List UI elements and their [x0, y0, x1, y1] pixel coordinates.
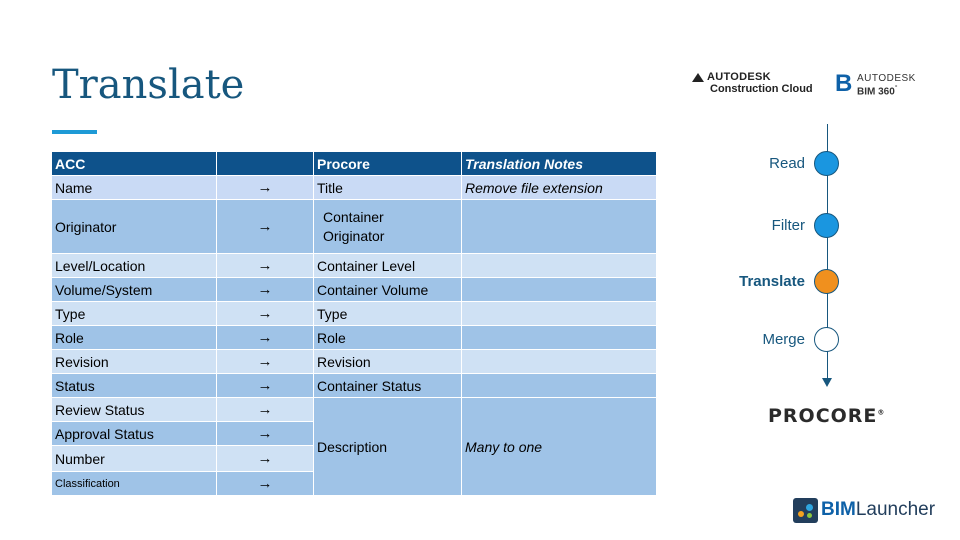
translation-note-merged: Many to one [462, 398, 657, 496]
header-acc: ACC [52, 152, 217, 176]
step-label-merge: Merge [762, 331, 805, 348]
acc-field: Role [52, 326, 217, 350]
arrow-icon: → [217, 278, 314, 302]
translation-note [462, 374, 657, 398]
translation-note [462, 200, 657, 254]
arrow-icon: → [217, 254, 314, 278]
procore-field: Role [314, 326, 462, 350]
autodesk-triangle-icon [692, 73, 704, 82]
arrow-icon: → [217, 350, 314, 374]
procore-field: Type [314, 302, 462, 326]
arrow-icon: → [217, 326, 314, 350]
acc-field: Volume/System [52, 278, 217, 302]
slide-title: Translate [52, 62, 245, 108]
step-label-read: Read [769, 155, 805, 172]
table-row [52, 278, 657, 302]
table-row [52, 176, 657, 200]
procore-field: Container Level [314, 254, 462, 278]
procore-field: Container Volume [314, 278, 462, 302]
header-arrow [217, 152, 314, 176]
translation-note [462, 302, 657, 326]
bim360-logo-line2: BIM 360° [857, 85, 898, 98]
table-row [52, 326, 657, 350]
procore-logo: PROCORE® [768, 405, 886, 427]
acc-field: Status [52, 374, 217, 398]
step-node-translate [814, 269, 839, 294]
step-label-translate: Translate [739, 273, 805, 290]
bimlauncher-icon [793, 498, 818, 523]
translation-note [462, 254, 657, 278]
step-node-merge [814, 327, 839, 352]
acc-field: Revision [52, 350, 217, 374]
arrow-icon: → [217, 422, 314, 446]
table-row [52, 398, 657, 422]
process-pipeline [690, 120, 950, 400]
acc-field: Review Status [52, 398, 217, 422]
table-row [52, 254, 657, 278]
arrow-icon: → [217, 302, 314, 326]
acc-field: Approval Status [52, 422, 217, 446]
acc-logo-line2: Construction Cloud [710, 83, 813, 95]
bim360-b-icon: B [835, 70, 853, 97]
table-header-row [52, 152, 657, 176]
acc-field: Classification [52, 472, 217, 496]
step-node-read [814, 151, 839, 176]
arrow-icon: → [217, 374, 314, 398]
step-label-filter: Filter [771, 217, 805, 234]
step-node-filter [814, 213, 839, 238]
procore-field: Container Status [314, 374, 462, 398]
procore-field: Title [314, 176, 462, 200]
arrow-icon: → [217, 446, 314, 472]
bim360-logo [835, 72, 935, 100]
table-row [52, 302, 657, 326]
acc-field: Originator [52, 200, 217, 254]
procore-field-line1: Container [323, 208, 384, 225]
procore-registered-mark: ® [877, 408, 886, 417]
table-row [52, 200, 657, 254]
arrow-icon: → [217, 472, 314, 496]
table-row [52, 350, 657, 374]
bimlauncher-text-a: BIM [821, 499, 856, 520]
bim360-degree-mark: ° [894, 85, 898, 92]
header-translation-notes: Translation Notes [462, 152, 657, 176]
acc-field: Type [52, 302, 217, 326]
header-procore: Procore [314, 152, 462, 176]
procore-field-line2: Originator [323, 227, 385, 244]
translation-note: Remove file extension [462, 176, 657, 200]
acc-logo-line1: AUTODESK [706, 71, 771, 83]
procore-field: Revision [314, 350, 462, 374]
translation-note [462, 326, 657, 350]
translation-note [462, 278, 657, 302]
pipeline-arrow-icon [822, 378, 832, 387]
translation-note [462, 350, 657, 374]
arrow-icon: → [217, 398, 314, 422]
table-row [52, 374, 657, 398]
autodesk-construction-cloud-logo [692, 71, 822, 101]
acc-field: Level/Location [52, 254, 217, 278]
title-underline [52, 130, 97, 134]
bim360-logo-line1: AUTODESK [857, 73, 916, 84]
procore-field-merged: Description [314, 398, 462, 496]
field-mapping-table [51, 151, 657, 496]
arrow-icon: → [217, 200, 314, 254]
arrow-icon: → [217, 176, 314, 200]
procore-field [314, 200, 462, 254]
acc-field: Name [52, 176, 217, 200]
acc-field: Number [52, 446, 217, 472]
bimlauncher-text-b: Launcher [855, 499, 936, 520]
